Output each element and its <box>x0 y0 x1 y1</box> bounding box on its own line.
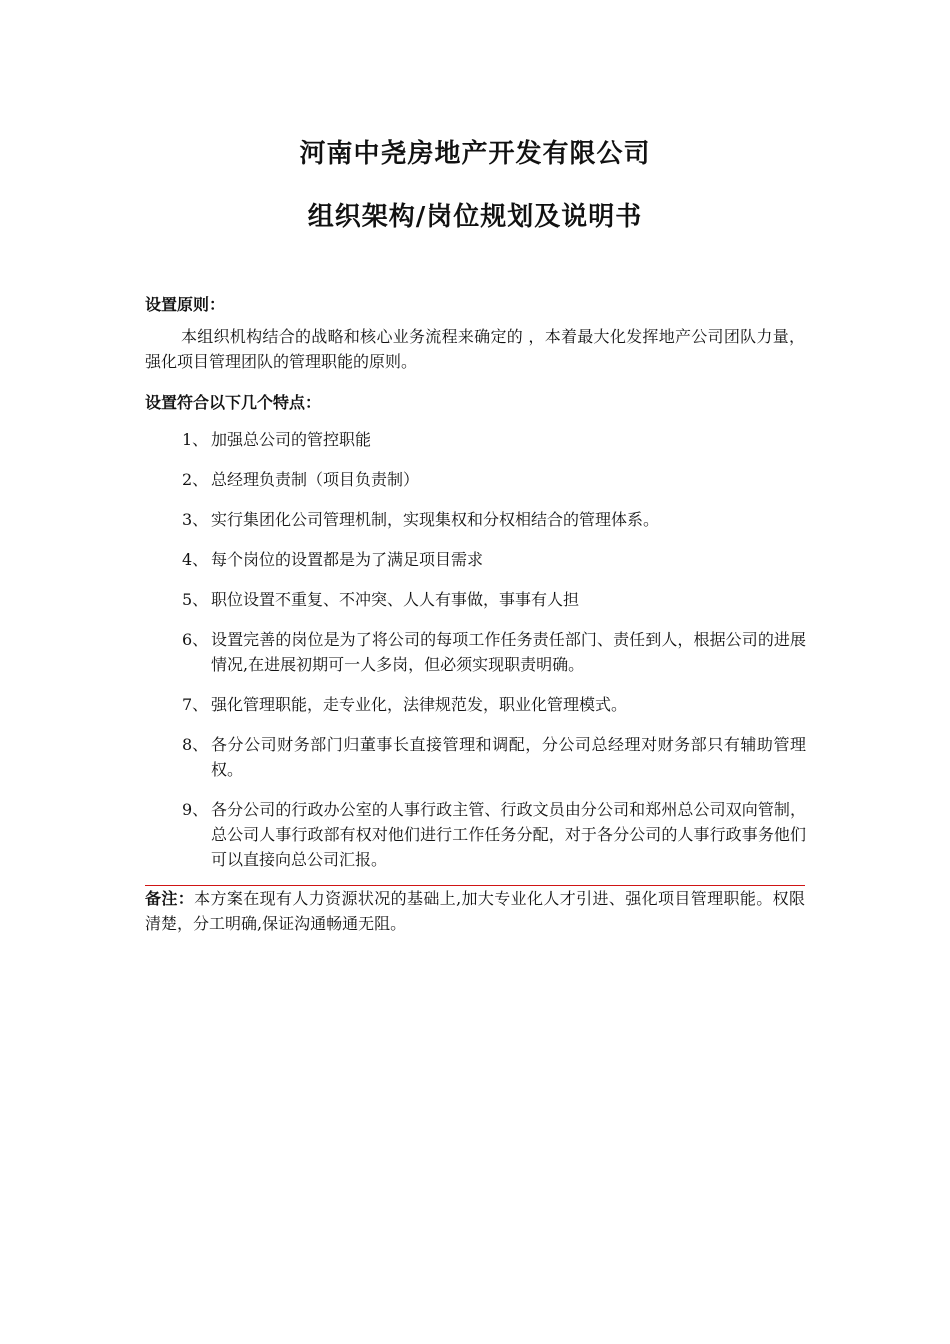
list-item-text: 各分公司的行政办公室的人事行政主管、行政文员由分公司和郑州总公司双向管制，总公司人事行政部有权对他们进行工作任务分配，对于各分公司的人事行政事务他们可以直接向总公司汇报。 <box>211 800 806 869</box>
document-subtitle: 组织架构/岗位规划及说明书 <box>307 202 643 232</box>
note-text: 本方案在现有人力资源状况的基础上,加大专业化人才引进、强化项目管理职能。权限清楚，分工明确,保证沟通畅通无阻。 <box>145 889 805 933</box>
list-item <box>182 692 806 717</box>
list-item <box>182 627 806 677</box>
list-item <box>182 507 806 532</box>
list-item-text: 强化管理职能，走专业化，法律规范发，职业化管理模式。 <box>211 695 628 714</box>
features-heading: 设置符合以下几个特点： <box>145 393 322 412</box>
list-item <box>182 427 806 452</box>
list-item-text: 每个岗位的设置都是为了满足项目需求 <box>211 550 484 569</box>
list-item <box>182 547 806 572</box>
principles-heading: 设置原则： <box>145 295 226 314</box>
list-item <box>182 467 806 492</box>
list-item <box>182 732 806 782</box>
note-label: 备注： <box>145 889 195 908</box>
list-item-text: 设置完善的岗位是为了将公司的每项工作任务责任部门、责任到人，根据公司的进展情况,在进展初期可一人多岗，但必须实现职责明确。 <box>211 630 806 674</box>
list-item-text: 总经理负责制（项目负责制） <box>211 470 420 489</box>
features-list <box>182 427 806 887</box>
list-item <box>182 797 806 872</box>
list-item-text: 实行集团化公司管理机制，实现集权和分权相结合的管理体系。 <box>211 510 660 529</box>
list-item-number: 7、 <box>182 695 209 714</box>
principles-paragraph: 本组织机构结合的战略和核心业务流程来确定的 ，本着最大化发挥地产公司团队力量，强化项目管理团队的管理职能的原则。 <box>145 327 805 371</box>
list-item-text: 职位设置不重复、不冲突、人人有事做，事事有人担 <box>211 590 580 609</box>
document-title: 河南中尧房地产开发有限公司 <box>299 139 651 169</box>
list-item-number: 2、 <box>182 470 209 489</box>
note-paragraph <box>145 886 805 936</box>
list-item-text: 各分公司财务部门归董事长直接管理和调配，分公司总经理对财务部只有辅助管理权。 <box>211 735 806 779</box>
list-item-number: 6、 <box>182 630 209 649</box>
list-item-number: 3、 <box>182 510 209 529</box>
list-item-text: 加强总公司的管控职能 <box>211 430 372 449</box>
list-item-number: 5、 <box>182 590 209 609</box>
list-item-number: 9、 <box>182 800 209 819</box>
list-item-number: 4、 <box>182 550 209 569</box>
list-item <box>182 587 806 612</box>
list-item-number: 1、 <box>182 430 209 449</box>
list-item-number: 8、 <box>182 735 209 754</box>
